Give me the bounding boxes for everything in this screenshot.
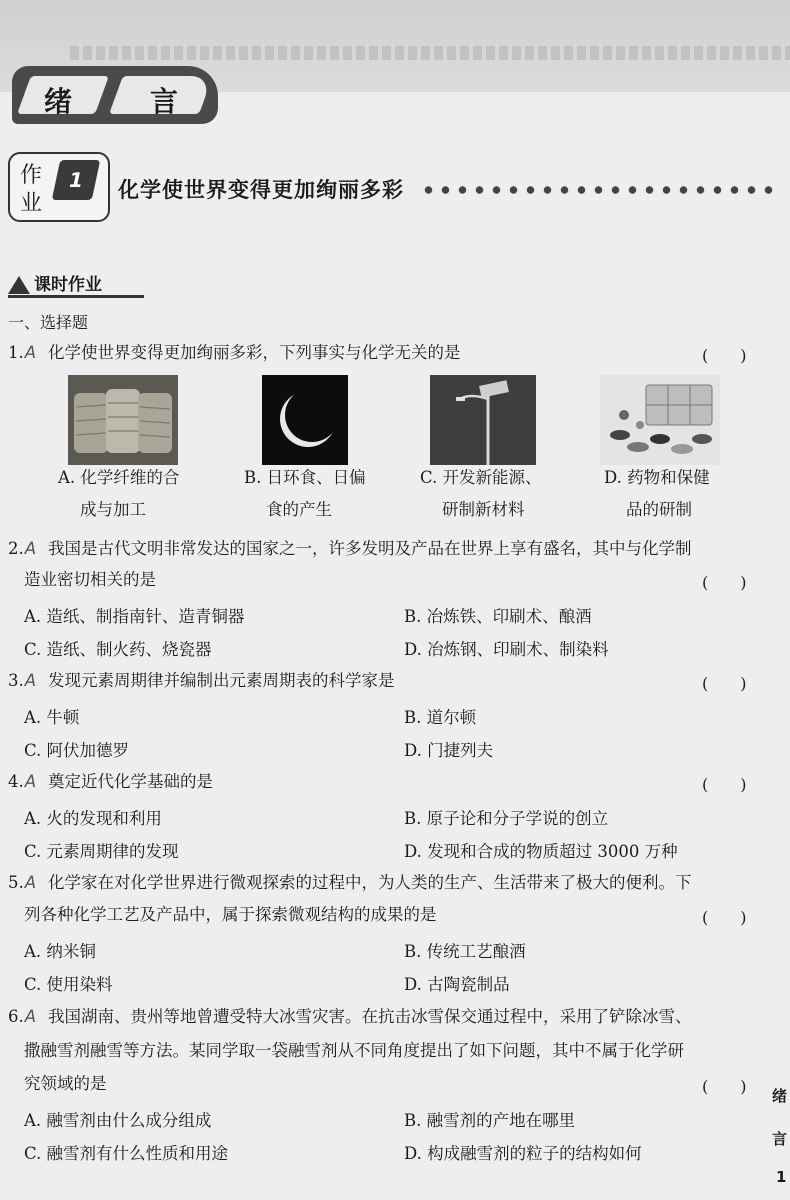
option-6C: C. 融雪剂有什么性质和用途 — [24, 1144, 229, 1163]
question-3-line-1 — [8, 670, 395, 692]
question-number: 6. — [8, 1007, 24, 1026]
side-running-head-2: 言 — [772, 1130, 788, 1148]
option-4D: D. 发现和合成的物质超过 3000 万种 — [404, 842, 678, 861]
question-number: 1. — [8, 343, 24, 362]
option-line: A. 化学纤维的合 — [58, 468, 180, 487]
option-2C: C. 造纸、制火药、烧瓷器 — [24, 640, 212, 659]
question-number: 3. — [8, 671, 24, 690]
lesson-title: 化学使世界变得更加绚丽多彩 — [118, 178, 404, 202]
section-heading-label: 课时作业 — [34, 275, 102, 295]
option-line: 研制新材料 — [442, 500, 525, 519]
question-number: 5. — [8, 873, 24, 892]
option-4B: B. 原子论和分子学说的创立 — [404, 809, 609, 828]
question-6-line-3: 究领域的是 — [24, 1074, 107, 1093]
option-4A: A. 火的发现和利用 — [24, 809, 162, 828]
question-text: 发现元素周期律并编制出元素周期表的科学家是 — [48, 671, 395, 690]
option-6A: A. 融雪剂由什么成分组成 — [24, 1111, 212, 1130]
option-1A — [58, 462, 198, 526]
option-1D — [604, 462, 744, 526]
question-text: 我国是古代文明非常发达的国家之一，许多发明及产品在世界上享有盛名，其中与化学制 — [48, 539, 692, 558]
option-2D: D. 冶炼钢、印刷术、制染料 — [404, 640, 609, 659]
option-5C: C. 使用染料 — [24, 975, 113, 994]
option-5B: B. 传统工艺酿酒 — [404, 942, 526, 961]
page-number: 1 — [776, 1168, 787, 1186]
option-line: C. 开发新能源、 — [420, 468, 542, 487]
triangle-icon — [8, 276, 30, 294]
option-line: D. 药物和保健 — [604, 468, 710, 487]
section-heading — [8, 270, 144, 296]
lesson-tag-ye: 业 — [20, 191, 43, 216]
lesson-number-badge: 1 — [52, 160, 101, 200]
option-6B: B. 融雪剂的产地在哪里 — [404, 1111, 576, 1130]
difficulty-mark: A — [24, 671, 37, 690]
question-5-line-2: 列各种化学工艺及产品中，属于探索微观结构的成果的是 — [24, 905, 437, 924]
option-5D: D. 古陶瓷制品 — [404, 975, 510, 994]
bleed-through-text — [70, 46, 790, 60]
answer-bracket: ( ) — [702, 573, 747, 592]
option-3B: B. 道尔顿 — [404, 708, 477, 727]
option-3D: D. 门捷列夫 — [404, 741, 494, 760]
chapter-title-char-2: 言 — [150, 85, 179, 118]
answer-bracket: ( ) — [702, 674, 747, 693]
answer-bracket: ( ) — [702, 1077, 747, 1096]
lesson-tag-zuo: 作 — [20, 163, 43, 188]
question-text: 我国湖南、贵州等地曾遭受特大冰雪灾害。在抗击冰雪保交通过程中，采用了铲除冰雪、 — [48, 1007, 692, 1026]
difficulty-mark: A — [24, 1007, 37, 1026]
dotted-rule — [420, 184, 780, 196]
option-line: B. 日环食、日偏 — [244, 468, 366, 487]
option-3A: A. 牛顿 — [24, 708, 80, 727]
side-running-head-1: 绪 — [772, 1087, 788, 1105]
question-number: 4. — [8, 772, 24, 791]
lesson-tag — [8, 152, 110, 222]
option-6D: D. 构成融雪剂的粒子的结构如何 — [404, 1144, 642, 1163]
option-line: 食的产生 — [266, 500, 332, 519]
question-text: 化学使世界变得更加绚丽多彩，下列事实与化学无关的是 — [48, 343, 461, 362]
question-5-line-1 — [8, 872, 692, 894]
option-4C: C. 元素周期律的发现 — [24, 842, 179, 861]
fabric-image — [68, 375, 178, 465]
chapter-banner — [12, 66, 218, 124]
question-text: 奠定近代化学基础的是 — [48, 772, 214, 791]
pills-image — [600, 375, 720, 465]
question-2-line-1 — [8, 538, 692, 560]
part-heading: 一、选择题 — [8, 313, 89, 332]
answer-bracket: ( ) — [702, 908, 747, 927]
question-text: 化学家在对化学世界进行微观探索的过程中，为人类的生产、生活带来了极大的便利。下 — [48, 873, 692, 892]
difficulty-mark: A — [24, 873, 37, 892]
question-1-line-1 — [8, 342, 461, 364]
option-line: 品的研制 — [626, 500, 692, 519]
eclipse-image — [262, 375, 348, 465]
question-4-line-1 — [8, 771, 213, 793]
option-1B — [244, 462, 384, 526]
question-number: 2. — [8, 539, 24, 558]
answer-bracket: ( ) — [702, 775, 747, 794]
option-2A: A. 造纸、制指南针、造青铜器 — [24, 607, 245, 626]
difficulty-mark: A — [24, 539, 37, 558]
answer-bracket: ( ) — [702, 346, 747, 365]
option-line: 成与加工 — [80, 500, 146, 519]
section-heading-underline — [8, 295, 144, 298]
question-2-line-2: 造业密切相关的是 — [24, 570, 156, 589]
chapter-title-char-1: 绪 — [44, 85, 73, 118]
question-6-line-1 — [8, 1006, 692, 1028]
option-2B: B. 冶炼铁、印刷术、酿酒 — [404, 607, 592, 626]
question-6-line-2: 撒融雪剂融雪等方法。某同学取一袋融雪剂从不同角度提出了如下问题，其中不属于化学研 — [24, 1041, 684, 1060]
option-5A: A. 纳米铜 — [24, 942, 96, 961]
difficulty-mark: A — [24, 343, 37, 362]
difficulty-mark: A — [24, 772, 37, 791]
option-1C — [420, 462, 560, 526]
option-3C: C. 阿伏加德罗 — [24, 741, 130, 760]
solar-streetlight-image — [430, 375, 536, 465]
